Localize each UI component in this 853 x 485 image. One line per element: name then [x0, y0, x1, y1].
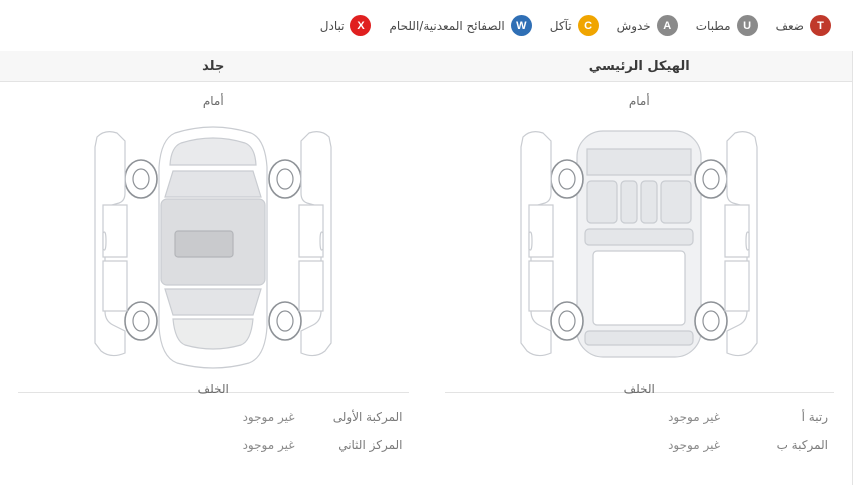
status-row-value: غير موجود [668, 410, 720, 424]
legend-item-1[interactable] [696, 15, 758, 36]
direction-rear-label: الخلف [623, 382, 655, 396]
legend-item-2[interactable] [617, 15, 678, 36]
status-row [451, 403, 829, 431]
legend-badge-icon: W [511, 15, 532, 36]
panel-skin [0, 52, 427, 485]
legend-badge-icon: A [657, 15, 678, 36]
status-rows [427, 393, 853, 459]
legend-item-3[interactable] [550, 15, 599, 36]
status-row-value: غير موجود [668, 438, 720, 452]
direction-rear-label: الخلف [197, 382, 229, 396]
legend-item-4[interactable] [389, 15, 531, 36]
panel-title: الهيكل الرئيسي [427, 51, 853, 82]
panel-body [427, 82, 853, 396]
legend-item-label: خدوش [616, 18, 651, 33]
panel-main-frame [427, 52, 853, 485]
panels-container [0, 52, 853, 485]
legend-item-label: ضعف [775, 18, 804, 33]
legend-badge-icon: T [810, 15, 831, 36]
legend-item-0[interactable] [776, 15, 831, 36]
legend-item-label: تبادل [319, 18, 345, 33]
legend-item-label: مطبات [695, 18, 731, 33]
panel-body [0, 82, 427, 396]
status-row [24, 403, 403, 431]
status-row-label: المركز الثاني [338, 438, 403, 452]
damage-legend [0, 0, 853, 52]
status-row-value: غير موجود [242, 438, 295, 452]
status-rows [0, 393, 427, 459]
legend-badge-icon: C [578, 15, 599, 36]
status-row [451, 431, 829, 459]
frame-diagram [427, 108, 853, 378]
status-row-label: المركبة الأولى [332, 410, 403, 424]
status-row-label: رتبة أ [801, 410, 828, 424]
direction-front-label: أمام [202, 94, 224, 108]
skin-diagram [0, 108, 427, 378]
direction-front-label: أمام [628, 94, 650, 108]
vehicle-frame-svg [489, 109, 789, 377]
legend-badge-icon: U [737, 15, 758, 36]
legend-item-label: الصفائح المعدنية/اللحام [389, 18, 505, 33]
status-row-value: غير موجود [242, 410, 295, 424]
panel-title: جلد [0, 51, 427, 82]
legend-item-5[interactable] [320, 15, 372, 36]
legend-item-label: تآكل [549, 18, 572, 33]
vehicle-skin-svg [63, 109, 363, 377]
status-row [24, 431, 403, 459]
status-row-label: المركبة ب [776, 438, 828, 452]
legend-badge-icon: X [350, 15, 371, 36]
